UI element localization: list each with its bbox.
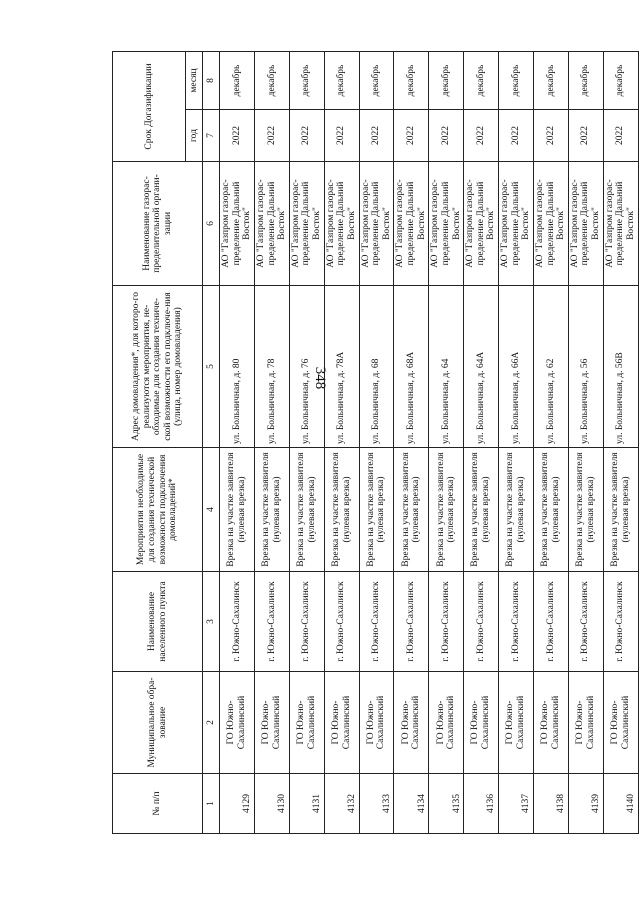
measure-cell: Врезка на участке заявителя (нулевая врезка) <box>359 448 394 572</box>
column-number: 4 <box>203 448 220 572</box>
row-number: 4139 <box>568 774 603 834</box>
table-body <box>220 52 639 834</box>
municipality-cell: ГО Южно-Сахалинский <box>220 672 255 774</box>
address-cell: ул. Больничная, д. 62 <box>533 286 568 448</box>
settlement-cell: г. Южно-Сахалинск <box>289 572 324 672</box>
municipality-cell: ГО Южно-Сахалинский <box>359 672 394 774</box>
gasification-table <box>112 51 639 834</box>
address-cell: ул. Больничная, д. 68А <box>394 286 429 448</box>
measure-cell: Врезка на участке заявителя (нулевая врезка) <box>324 448 359 572</box>
municipality-cell: ГО Южно-Сахалинский <box>499 672 534 774</box>
table-row <box>324 52 359 834</box>
settlement-cell: г. Южно-Сахалинск <box>359 572 394 672</box>
municipality-cell: ГО Южно-Сахалинский <box>603 672 638 774</box>
address-cell: ул. Больничная, д. 66А <box>499 286 534 448</box>
measure-cell: Врезка на участке заявителя (нулевая врезка) <box>568 448 603 572</box>
column-number: 6 <box>203 162 220 286</box>
month-cell: декабрь <box>429 52 464 110</box>
month-cell: декабрь <box>220 52 255 110</box>
row-number: 4136 <box>464 774 499 834</box>
organization-cell: АО "Газпром газорас-пределение Дальний Восток" <box>533 162 568 286</box>
measure-cell: Врезка на участке заявителя (нулевая врезка) <box>254 448 289 572</box>
table-row <box>394 52 429 834</box>
month-cell: декабрь <box>499 52 534 110</box>
header-address: Адрес домовладения*, для которо-го реализуются мероприятия, не-обходимые для создания техниче-ской возможности его подключе-ния (улица, номер домовладения) <box>113 286 203 448</box>
table-row <box>254 52 289 834</box>
rotated-table-wrapper <box>112 52 636 834</box>
row-number: 4137 <box>499 774 534 834</box>
municipality-cell: ГО Южно-Сахалинский <box>289 672 324 774</box>
settlement-cell: г. Южно-Сахалинск <box>254 572 289 672</box>
organization-cell: АО "Газпром газорас-пределение Дальний Восток" <box>220 162 255 286</box>
municipality-cell: ГО Южно-Сахалинский <box>394 672 429 774</box>
column-number: 7 <box>203 110 220 162</box>
month-cell: декабрь <box>394 52 429 110</box>
year-cell: 2022 <box>394 110 429 162</box>
row-number: 4140 <box>603 774 638 834</box>
month-cell: декабрь <box>464 52 499 110</box>
header-settlement: Наименование населенного пункта <box>113 572 203 672</box>
municipality-cell: ГО Южно-Сахалинский <box>429 672 464 774</box>
month-cell: декабрь <box>603 52 638 110</box>
address-cell: ул. Больничная, д. 64 <box>429 286 464 448</box>
organization-cell: АО "Газпром газорас-пределение Дальний Восток" <box>568 162 603 286</box>
settlement-cell: г. Южно-Сахалинск <box>429 572 464 672</box>
header-year: год <box>186 110 203 162</box>
column-number: 8 <box>203 52 220 110</box>
header-municipality: Муниципальное обра-зование <box>113 672 203 774</box>
table-row <box>499 52 534 834</box>
row-number: 4132 <box>324 774 359 834</box>
row-number: 4133 <box>359 774 394 834</box>
month-cell: декабрь <box>289 52 324 110</box>
table-row <box>359 52 394 834</box>
year-cell: 2022 <box>324 110 359 162</box>
address-cell: ул. Больничная, д. 56В <box>603 286 638 448</box>
header-num: № п/п <box>113 774 203 834</box>
row-number: 4135 <box>429 774 464 834</box>
row-number: 4129 <box>220 774 255 834</box>
month-cell: декабрь <box>324 52 359 110</box>
organization-cell: АО "Газпром газорас-пределение Дальний Восток" <box>359 162 394 286</box>
table-row <box>429 52 464 834</box>
organization-cell: АО "Газпром газорас-пределение Дальний Восток" <box>603 162 638 286</box>
year-cell: 2022 <box>359 110 394 162</box>
row-number: 4134 <box>394 774 429 834</box>
organization-cell: АО "Газпром газорас-пределение Дальний Восток" <box>324 162 359 286</box>
row-number: 4131 <box>289 774 324 834</box>
year-cell: 2022 <box>499 110 534 162</box>
measure-cell: Врезка на участке заявителя (нулевая врезка) <box>499 448 534 572</box>
organization-cell: АО "Газпром газорас-пределение Дальний Восток" <box>289 162 324 286</box>
address-cell: ул. Больничная, д. 56 <box>568 286 603 448</box>
measure-cell: Врезка на участке заявителя (нулевая врезка) <box>394 448 429 572</box>
year-cell: 2022 <box>603 110 638 162</box>
year-cell: 2022 <box>429 110 464 162</box>
address-cell: ул. Больничная, д. 64А <box>464 286 499 448</box>
municipality-cell: ГО Южно-Сахалинский <box>324 672 359 774</box>
municipality-cell: ГО Южно-Сахалинский <box>254 672 289 774</box>
address-cell: ул. Больничная, д. 78А <box>324 286 359 448</box>
header-organization: Наименование газорас-пределительной органи-зации <box>113 162 203 286</box>
table-row <box>220 52 255 834</box>
organization-cell: АО "Газпром газорас-пределение Дальний Восток" <box>499 162 534 286</box>
organization-cell: АО "Газпром газорас-пределение Дальний Восток" <box>254 162 289 286</box>
measure-cell: Врезка на участке заявителя (нулевая врезка) <box>464 448 499 572</box>
settlement-cell: г. Южно-Сахалинск <box>533 572 568 672</box>
organization-cell: АО "Газпром газорас-пределение Дальний Восток" <box>464 162 499 286</box>
table-row <box>603 52 638 834</box>
year-cell: 2022 <box>568 110 603 162</box>
table-row <box>533 52 568 834</box>
column-number: 5 <box>203 286 220 448</box>
month-cell: декабрь <box>254 52 289 110</box>
month-cell: декабрь <box>568 52 603 110</box>
table-row <box>568 52 603 834</box>
column-number: 2 <box>203 672 220 774</box>
year-cell: 2022 <box>464 110 499 162</box>
year-cell: 2022 <box>220 110 255 162</box>
settlement-cell: г. Южно-Сахалинск <box>464 572 499 672</box>
municipality-cell: ГО Южно-Сахалинский <box>568 672 603 774</box>
settlement-cell: г. Южно-Сахалинск <box>499 572 534 672</box>
table-header <box>113 52 220 834</box>
municipality-cell: ГО Южно-Сахалинский <box>533 672 568 774</box>
settlement-cell: г. Южно-Сахалинск <box>324 572 359 672</box>
measure-cell: Врезка на участке заявителя (нулевая врезка) <box>220 448 255 572</box>
row-number: 4138 <box>533 774 568 834</box>
column-number: 1 <box>203 774 220 834</box>
organization-cell: АО "Газпром газорас-пределение Дальний Восток" <box>394 162 429 286</box>
page-number: 348 <box>312 366 328 390</box>
row-number: 4130 <box>254 774 289 834</box>
address-cell: ул. Больничная, д. 80 <box>220 286 255 448</box>
year-cell: 2022 <box>289 110 324 162</box>
year-cell: 2022 <box>533 110 568 162</box>
measure-cell: Врезка на участке заявителя (нулевая врезка) <box>289 448 324 572</box>
municipality-cell: ГО Южно-Сахалинский <box>464 672 499 774</box>
year-cell: 2022 <box>254 110 289 162</box>
settlement-cell: г. Южно-Сахалинск <box>603 572 638 672</box>
month-cell: декабрь <box>359 52 394 110</box>
address-cell: ул. Больничная, д. 78 <box>254 286 289 448</box>
measure-cell: Врезка на участке заявителя (нулевая врезка) <box>429 448 464 572</box>
settlement-cell: г. Южно-Сахалинск <box>394 572 429 672</box>
header-month: месяц <box>186 52 203 110</box>
header-deadline: Срок Догазификации <box>113 52 186 162</box>
address-cell: ул. Больничная, д. 76 <box>289 286 324 448</box>
month-cell: декабрь <box>533 52 568 110</box>
header-measures: Мероприятия необходимые для создания технической возможности подключения домовладений* <box>113 448 203 572</box>
column-numbers-row <box>203 52 220 834</box>
table-row <box>289 52 324 834</box>
measure-cell: Врезка на участке заявителя (нулевая врезка) <box>603 448 638 572</box>
address-cell: ул. Больничная, д. 68 <box>359 286 394 448</box>
measure-cell: Врезка на участке заявителя (нулевая врезка) <box>533 448 568 572</box>
column-number: 3 <box>203 572 220 672</box>
organization-cell: АО "Газпром газорас-пределение Дальний Восток" <box>429 162 464 286</box>
settlement-cell: г. Южно-Сахалинск <box>568 572 603 672</box>
table-row <box>464 52 499 834</box>
settlement-cell: г. Южно-Сахалинск <box>220 572 255 672</box>
